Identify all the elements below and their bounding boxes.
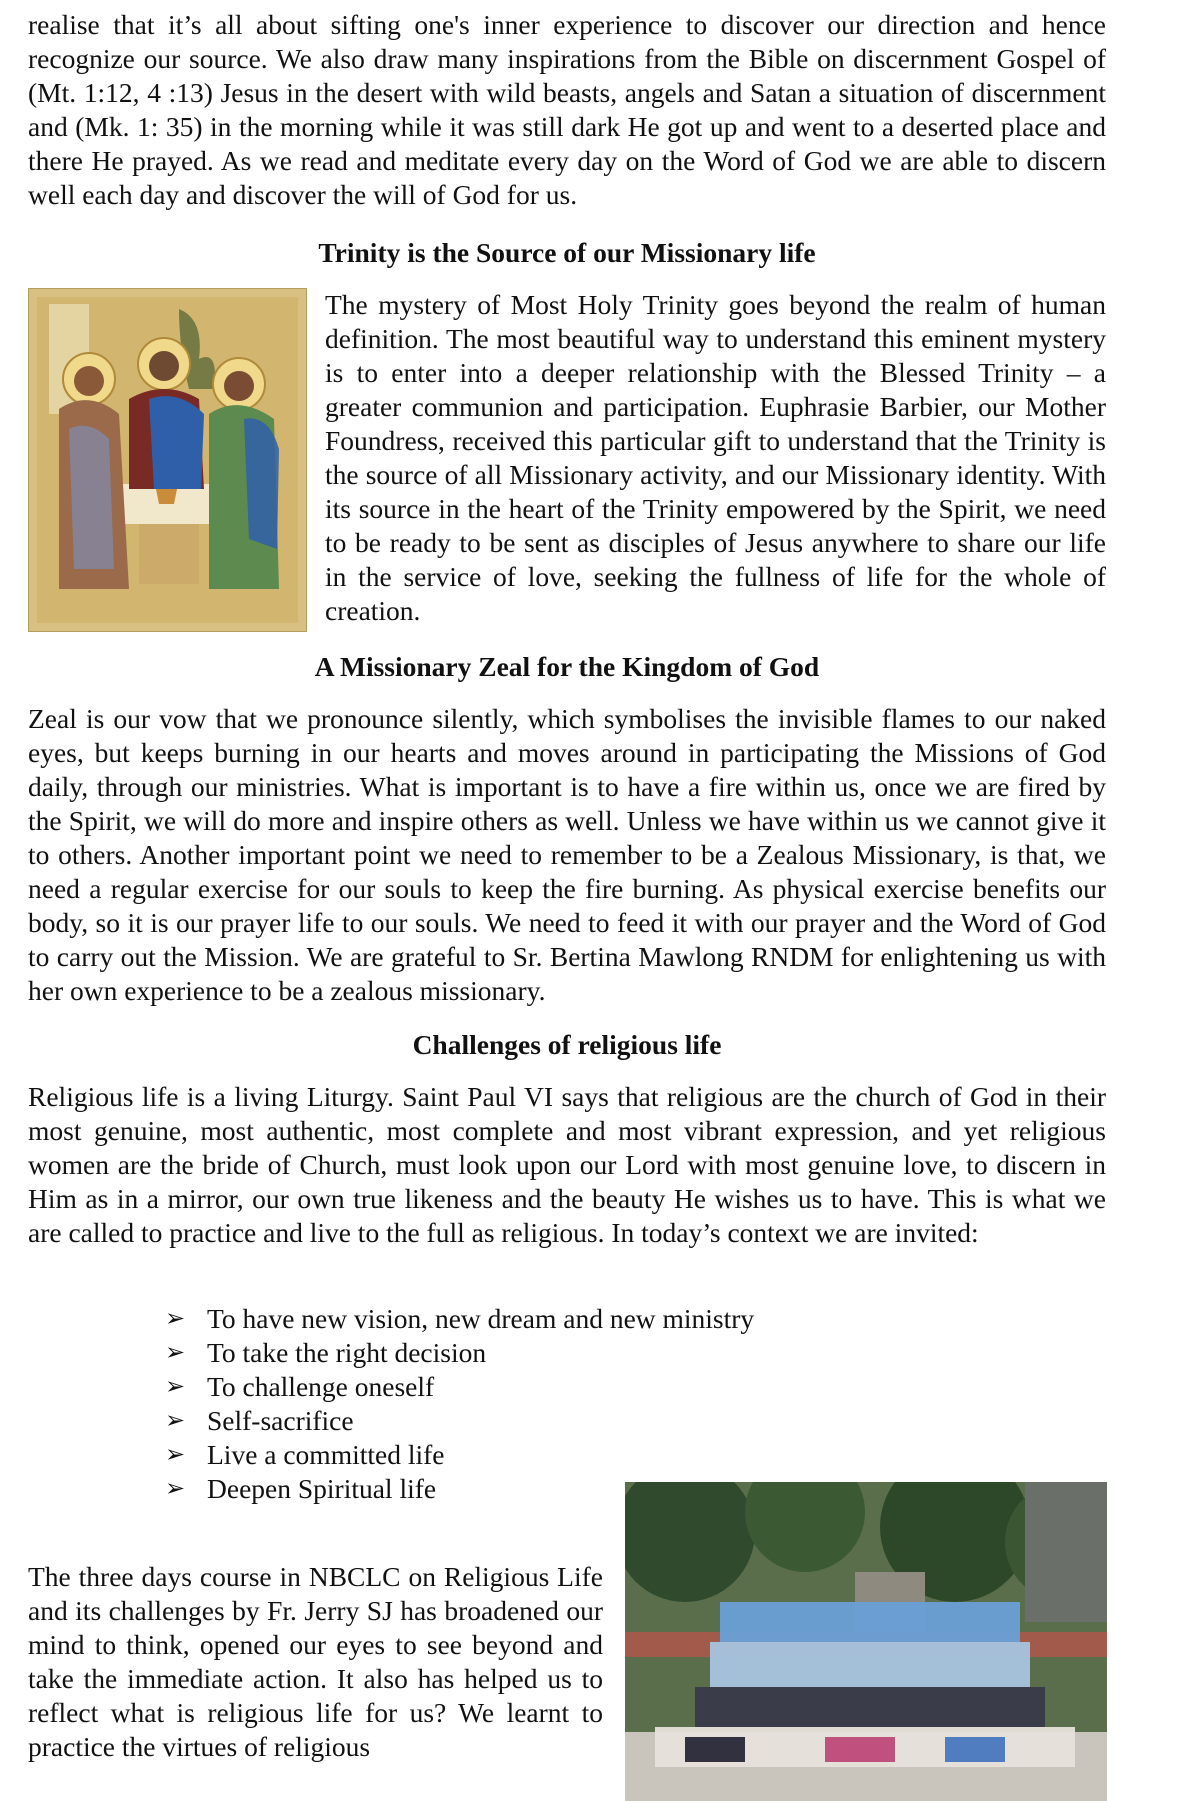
heading-missionary-zeal: A Missionary Zeal for the Kingdom of God <box>314 651 820 682</box>
arrow-bullet-icon: ➢ <box>165 1408 186 1434</box>
paragraph-nbclc-course: The three days course in NBCLC on Religious Life and its challenges by Fr. Jerry SJ has broadened our mind to think, opened our eyes to see beyond and take the immediate action. It also has helped us to reflect what is religious life for us? We learnt to practice the virtues of religious <box>28 1561 603 1762</box>
arrow-bullet-icon: ➢ <box>165 1340 186 1366</box>
paragraph-zeal: Zeal is our vow that we pronounce silently, which symbolises the invisible flames to our naked eyes, but keeps burning in our hearts and moves around in participating the Missions of God daily, through our ministries. What is important is to have a fire within us, once we are fired by the Spirit, we will do more and inspire others as well. Unless we have within us we cannot give it to others. Another important point we need to remember to be a Zealous Missionary, is that, we need a regular exercise for our souls to keep the fire burning. As physical exercise benefits our body, so it is our prayer life to our souls. We need to feed it with our prayer and the Word of God to carry out the Mission. We are grateful to Sr. Bertina Mawlong RNDM for enlightening us with her own experience to be a zealous missionary. <box>28 703 1106 1006</box>
list-item: ➢ To take the right decision <box>165 1337 487 1368</box>
list-item: ➢ To have new vision, new dream and new ministry <box>165 1303 755 1334</box>
list-item: ➢ Live a committed life <box>165 1439 445 1470</box>
paragraph-trinity: The mystery of Most Holy Trinity goes beyond the realm of human definition. The most beautiful way to understand this eminent mystery is to enter into a deeper relationship with the Blessed Trinity – a greater communion and participation. Euphrasie Barbier, our Mother Foundress, received this particular gift to understand that the Trinity is the source of all Missionary activity, and our Missionary identity. With its source in the heart of the Trinity empowered by the Spirit, we need to be ready to be sent as disciples of Jesus anywhere to share our life in the service of love, seeking the fullness of life for the whole of creation. <box>325 289 1106 626</box>
arrow-bullet-icon: ➢ <box>165 1374 186 1400</box>
heading-trinity: Trinity is the Source of our Missionary life <box>318 237 816 268</box>
heading-challenges: Challenges of religious life <box>412 1029 722 1060</box>
group-photo <box>625 1482 1107 1801</box>
list-item: ➢ Self-sacrifice <box>165 1405 354 1436</box>
invitation-list <box>165 1302 865 1506</box>
trinity-icon-painting <box>29 289 306 631</box>
paragraph-religious-life: Religious life is a living Liturgy. Saint Paul VI says that religious are the church of God in their most genuine, most authentic, most complete and most vibrant expression, and yet religious women are the bride of Church, must look upon our Lord with most genuine love, to discern in Him as in a mirror, our own true likeness and the beauty He wishes us to have. This is what we are called to practice and live to the full as religious. In today’s context we are invited: <box>28 1081 1106 1248</box>
arrow-bullet-icon: ➢ <box>165 1306 186 1332</box>
trinity-icon-image <box>28 288 307 632</box>
paragraph-discernment: realise that it’s all about sifting one's inner experience to discover our direction and hence recognize our source. We also draw many inspirations from the Bible on discernment Gospel of (Mt. 1:12, 4 :13) Jesus in the desert with wild beasts, angels and Satan a situation of discernment and (Mk. 1: 35) in the morning while it was still dark He got up and went to a deserted place and there He prayed. As we read and meditate every day on the Word of God we are able to discern well each day and discover the will of God for us. <box>28 9 1106 210</box>
list-item: ➢ Deepen Spiritual life <box>165 1473 437 1504</box>
list-item: ➢ To challenge oneself <box>165 1371 435 1402</box>
arrow-bullet-icon: ➢ <box>165 1476 186 1502</box>
group-photo-image <box>625 1482 1107 1801</box>
arrow-bullet-icon: ➢ <box>165 1442 186 1468</box>
